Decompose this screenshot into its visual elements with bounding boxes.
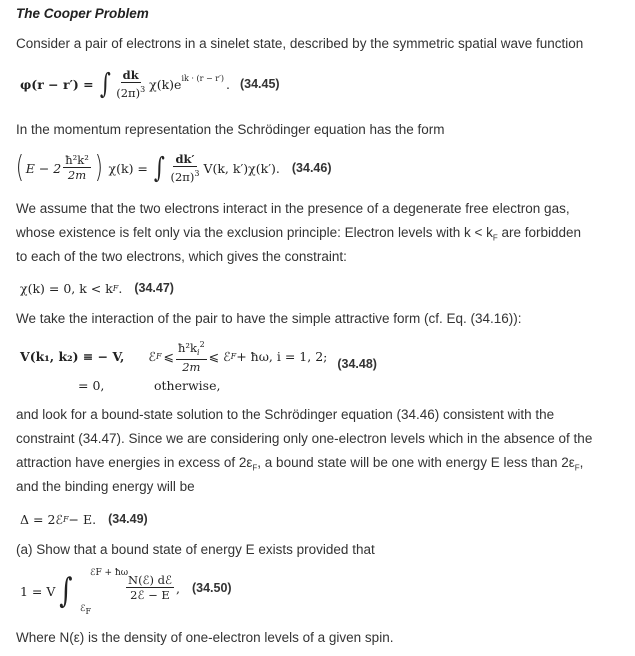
eq4-cond-left: ℰ bbox=[148, 348, 156, 364]
eq1-lhs: φ(r − r′) = bbox=[20, 76, 94, 92]
eq2-fraction bbox=[63, 154, 91, 182]
paragraph-assumption-line3: to each of the two electrons, which gives the constraint: bbox=[16, 249, 347, 264]
eq6-lower-limit: ℰ$_F$ bbox=[80, 604, 92, 616]
eq1-den-exponent: 3 bbox=[140, 84, 146, 94]
integral-sign: ∫ bbox=[99, 67, 111, 100]
eq6-upper-limit: ℰF + ħω bbox=[90, 568, 129, 578]
eq4-fraction: $\frac{ħ^2k_i^2}{2m}$ bbox=[178, 339, 205, 375]
paragraph-interaction: We take the interaction of the pair to have the simple attractive form (cf. Eq. (34.16)): bbox=[16, 311, 522, 326]
eq6-numerator: N(ℰ) dℰ bbox=[128, 573, 172, 587]
problem-title: The Cooper Problem bbox=[16, 6, 149, 21]
equation-34-48: V(k₁, k₂) ≡ − V, ℰ F ⩽ $\frac{ħ^2k_i^2}{2m}$ ⩽ ℰ F + ħω, i = 1, 2; (34.48) = 0, otherwise, bbox=[20, 339, 377, 393]
paragraph-assumption-line1: We assume that the two electrons interact in the presence of a degenerate free electron gas, bbox=[16, 201, 570, 216]
eq5-tail: − E. bbox=[68, 511, 97, 527]
equation-34-50: 1 = V ∫ ℰF + ħω ℰ$_F$ $\frac{\text{N(ℰ) dℰ}}{\text{2ℰ − E}}$ , (34.50) bbox=[20, 568, 232, 616]
paragraph-part-a: (a) Show that a bound state of energy E exists provided that bbox=[16, 542, 375, 557]
eq2-chi: χ(k) = bbox=[108, 160, 148, 176]
paragraph-bound-line4: and the binding energy will be bbox=[16, 479, 195, 494]
eq4-number: (34.48) bbox=[337, 357, 377, 371]
para3-line2-text: whose existence is felt only via the exclusion principle: Electron levels with k < k bbox=[16, 225, 493, 240]
eq5-number: (34.49) bbox=[108, 512, 148, 526]
eq5-text: Δ = 2ℰ bbox=[20, 511, 63, 527]
equation-34-49: Δ = 2ℰ F − E. (34.49) bbox=[20, 511, 148, 527]
eq6-number: (34.50) bbox=[191, 581, 232, 595]
eq1-numerator: dk bbox=[122, 67, 139, 82]
eq4-cond-tail: + ħω, i = 1, 2; bbox=[236, 348, 328, 364]
eq2-rhs: V(k, k′)χ(k′). bbox=[203, 160, 280, 176]
para5-line3-text: attraction have energies in excess of 2ε bbox=[16, 455, 253, 470]
eq6-fraction bbox=[126, 574, 174, 602]
eq1-chi: χ(k)e bbox=[149, 76, 182, 92]
eq4-denominator: 2m bbox=[182, 360, 201, 375]
eq4-row2-lhs: = 0, bbox=[78, 378, 105, 393]
eq4-numerator: ħ²k bbox=[178, 340, 197, 355]
eq2-number: (34.46) bbox=[291, 161, 332, 175]
eq4-row2-cond: otherwise, bbox=[154, 378, 221, 393]
eq2-numerator: ħ²k² bbox=[65, 153, 89, 167]
eq2-energy: E − 2 bbox=[25, 160, 62, 176]
eq6-denominator: 2ℰ − E bbox=[130, 588, 170, 602]
eq1-fraction bbox=[114, 69, 147, 100]
paragraph-intro: Consider a pair of electrons in a sinelet state, described by the symmetric spatial wave function bbox=[16, 36, 584, 51]
subscript-f: F bbox=[492, 233, 498, 243]
eq2-dk: dk′ bbox=[175, 151, 195, 166]
integral-sign: ∫ bbox=[153, 151, 165, 184]
paragraph-bound-line2: constraint (34.47). Since we are considering only one-electron levels which in the absence of the bbox=[16, 431, 593, 446]
para3-forbidden: are forbidden bbox=[497, 225, 582, 240]
eq4-cond-right: ⩽ ℰ bbox=[208, 348, 231, 364]
equation-34-47: χ(k) = 0, k < k F . (34.47) bbox=[20, 280, 174, 296]
eq3-text: χ(k) = 0, k < k bbox=[20, 280, 113, 296]
paragraph-bound-line1: and look for a bound-state solution to the Schrödinger equation (34.46) consistent with the bbox=[16, 407, 555, 422]
paragraph-bound-line3: attraction have energies in excess of $2\varepsilon_F$, a bound state will be one with energy E less than $2\varepsilon_F$, bbox=[16, 455, 584, 473]
para5-line3-tail: , a bound state will be one with energy E less than 2ε bbox=[257, 455, 575, 470]
paragraph-density: Where N(ε) is the density of one-electron levels of a given spin. bbox=[16, 630, 394, 645]
eq6-lhs: 1 = V bbox=[20, 583, 56, 599]
eq1-exponent: ik · (r − r′) bbox=[181, 73, 224, 83]
eq1-number: (34.45) bbox=[239, 77, 280, 91]
eq1-denominator: (2π) bbox=[116, 85, 141, 100]
eq2-fraction-2: $\frac{dk'}{(2\pi)^3}$ bbox=[170, 151, 200, 184]
integral-sign: ∫ bbox=[59, 571, 73, 611]
eq2-denominator: 2m bbox=[67, 168, 87, 182]
eq3-number: (34.47) bbox=[134, 281, 174, 295]
paragraph-momentum: In the momentum representation the Schrödinger equation has the form bbox=[16, 122, 445, 137]
equation-34-46: ( E − 2 $\frac{\text{ħ²k²}}{2m}$ ) χ(k) = ∫ $\frac{dk'}{(2\pi)^3}$ V(k, k′)χ(k′). (34.46) bbox=[15, 150, 332, 185]
paragraph-assumption-line2 bbox=[16, 225, 581, 243]
eq4-lhs: V(k₁, k₂) ≡ − V, bbox=[20, 348, 125, 364]
equation-34-45: φ(r − r′) = ∫ $\frac{dk}{(2\pi)^3}$ χ(k)e $^{ik \cdot (r - r')}$ . (34.45) bbox=[20, 67, 280, 100]
